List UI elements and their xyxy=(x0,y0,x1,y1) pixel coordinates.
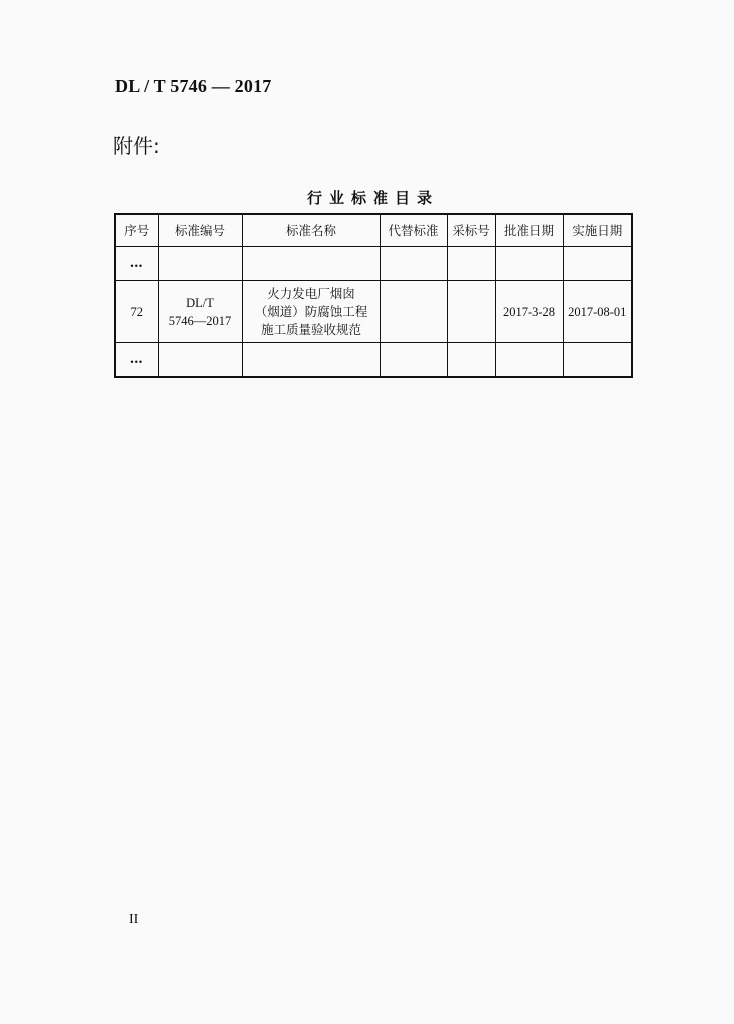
cell-adopted xyxy=(447,281,495,343)
code-line-1: DL/T xyxy=(186,295,214,310)
ellipsis-cell: … xyxy=(115,343,158,378)
col-header-approval-date: 批准日期 xyxy=(495,214,563,247)
table-title: 行业标准目录 xyxy=(306,189,439,207)
col-header-adopted: 采标号 xyxy=(447,214,495,247)
cell-name xyxy=(242,281,380,343)
empty-cell xyxy=(447,247,495,281)
cell-approval-date: 2017-3-28 xyxy=(495,281,563,343)
cell-code xyxy=(158,281,242,343)
table-row-ellipsis-bottom xyxy=(115,343,632,378)
empty-cell xyxy=(380,247,447,281)
empty-cell xyxy=(447,343,495,378)
name-line-2: （烟道）防腐蚀工程 xyxy=(254,303,368,319)
code-line-2: 5746—2017 xyxy=(168,313,232,328)
name-line-3: 施工质量验收规范 xyxy=(260,321,361,337)
empty-cell xyxy=(495,343,563,378)
table-header-row xyxy=(115,214,632,247)
col-header-name: 标准名称 xyxy=(242,214,380,247)
cell-effective-date: 2017-08-01 xyxy=(563,281,632,343)
empty-cell xyxy=(380,343,447,378)
ellipsis-cell: … xyxy=(115,247,158,281)
cell-replaces xyxy=(380,281,447,343)
empty-cell xyxy=(563,343,632,378)
attachment-label: 附件: xyxy=(113,134,160,158)
name-line-1: 火力发电厂烟囱 xyxy=(267,285,355,301)
col-header-replaces: 代替标准 xyxy=(380,214,447,247)
empty-cell xyxy=(495,247,563,281)
col-header-effective-date: 实施日期 xyxy=(563,214,632,247)
col-header-seq: 序号 xyxy=(115,214,158,247)
empty-cell xyxy=(242,343,380,378)
table-row-ellipsis-top xyxy=(115,247,632,281)
page-number: II xyxy=(129,912,139,927)
standard-code: DL / T 5746 — 2017 xyxy=(115,76,272,96)
empty-cell xyxy=(563,247,632,281)
empty-cell xyxy=(158,247,242,281)
empty-cell xyxy=(158,343,242,378)
col-header-code: 标准编号 xyxy=(158,214,242,247)
cell-seq: 72 xyxy=(115,281,158,343)
standards-catalog-table xyxy=(114,213,633,378)
table-row xyxy=(115,281,632,343)
empty-cell xyxy=(242,247,380,281)
